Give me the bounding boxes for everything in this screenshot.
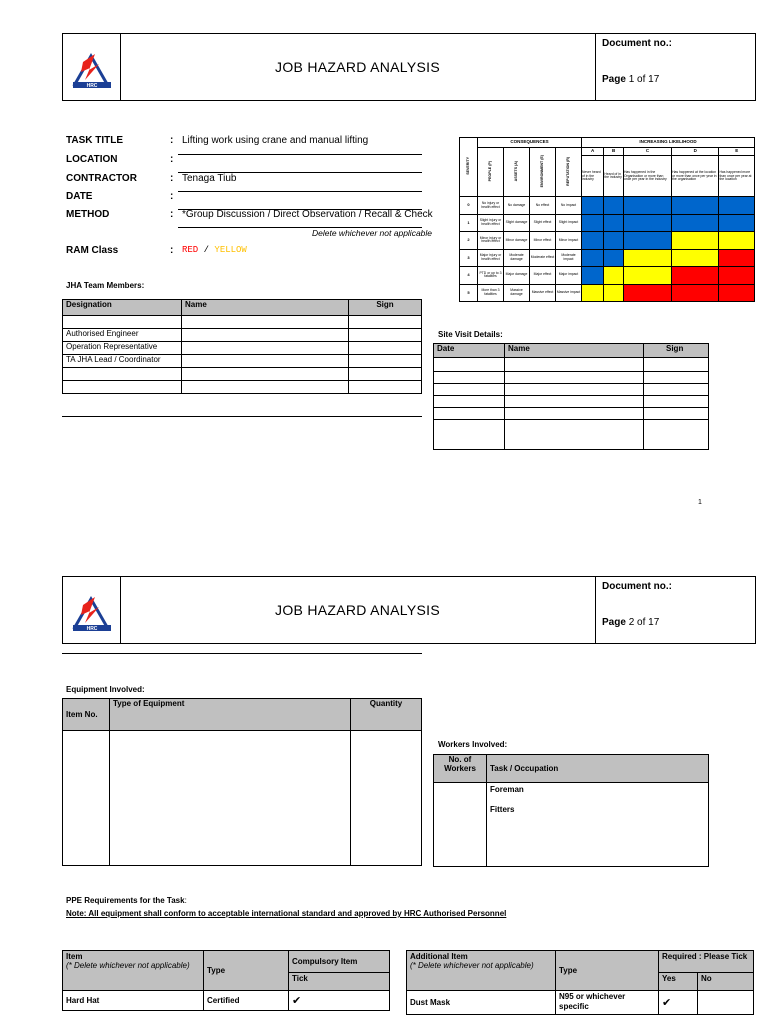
ram-cell-sev: 2 xyxy=(460,232,478,249)
designation-cell: Authorised Engineer xyxy=(63,329,182,342)
ram-risk-cell xyxy=(604,232,624,249)
occupation-fitters: Fitters xyxy=(490,805,515,814)
page1-header xyxy=(62,33,756,101)
ppe-yes-header: Yes xyxy=(659,973,698,991)
jha-team-table xyxy=(62,299,422,394)
ram-cell-a: Slight damage xyxy=(504,214,530,231)
field-label: LOCATION xyxy=(66,154,118,165)
table-row xyxy=(63,329,422,342)
ram-matrix xyxy=(459,137,755,302)
ram-cell-a: No damage xyxy=(504,197,530,214)
document-number-cell xyxy=(597,577,755,643)
ram-risk-cell xyxy=(672,232,719,249)
table-row xyxy=(63,355,422,368)
sign-cell[interactable] xyxy=(349,368,422,381)
sign-cell[interactable] xyxy=(349,355,422,368)
ram-risk-cell xyxy=(604,214,624,231)
ram-cell-r: Major impact xyxy=(556,267,582,284)
ram-cell-p: No injury or health effect xyxy=(478,197,504,214)
field-label: CONTRACTOR xyxy=(66,173,137,184)
workers-count-cell[interactable] xyxy=(434,783,487,867)
designation-cell xyxy=(63,368,182,381)
ppe-tick-header: Tick xyxy=(289,973,390,991)
ppe-yes-checkbox[interactable]: ✔ xyxy=(659,991,698,1015)
ppe-type-certified: Certified xyxy=(204,991,289,1011)
field-underline xyxy=(178,191,422,192)
ram-cell-sev: 3 xyxy=(460,249,478,266)
name-cell[interactable] xyxy=(182,316,349,329)
ram-risk-cell xyxy=(719,267,755,284)
equipment-cell[interactable] xyxy=(110,731,351,866)
ram-likelihood-letter: A xyxy=(582,148,604,156)
ram-cell-r: Slight impact xyxy=(556,214,582,231)
field-value[interactable]: Lifting work using crane and manual lifting xyxy=(182,135,369,146)
ram-cell-e: Major effect xyxy=(530,267,556,284)
designation-cell xyxy=(63,381,182,394)
field-label: TASK TITLE xyxy=(66,135,124,146)
col-sign: Sign xyxy=(644,344,709,358)
ram-cell-sev: 4 xyxy=(460,267,478,284)
name-cell[interactable] xyxy=(182,329,349,342)
ram-likelihood-letter: E xyxy=(719,148,755,156)
designation-cell: Operation Representative xyxy=(63,342,182,355)
ram-risk-cell xyxy=(719,249,755,266)
ram-cell-e: Moderate effect xyxy=(530,249,556,266)
ram-cell-a: Moderate damage xyxy=(504,249,530,266)
ram-cell-e: Massive effect xyxy=(530,284,556,301)
ram-header-row xyxy=(460,138,755,148)
name-cell[interactable] xyxy=(505,420,644,450)
ppe-item-hardhat: Hard Hat xyxy=(63,991,204,1011)
ppe-no-header: No xyxy=(698,973,754,991)
ram-header-row xyxy=(460,148,755,156)
divider-line xyxy=(62,416,422,417)
ram-risk-cell xyxy=(604,249,624,266)
table-row xyxy=(434,408,709,420)
hrc-logo-icon xyxy=(63,34,120,100)
document-number-label: Document no.: xyxy=(602,581,672,592)
svg-text:HRC: HRC xyxy=(86,83,98,89)
ram-col-head: ASSETS (A) xyxy=(513,161,518,182)
name-cell[interactable] xyxy=(505,358,644,372)
page-title: JOB HAZARD ANALYSIS xyxy=(120,34,596,100)
ppe-type-header: Type xyxy=(556,951,659,991)
ram-risk-cell xyxy=(582,214,604,231)
ram-col-header xyxy=(504,148,530,197)
hrc-logo xyxy=(63,34,121,100)
sign-cell[interactable] xyxy=(644,372,709,384)
ram-cell-r: No impact xyxy=(556,197,582,214)
ram-cell-e: No effect xyxy=(530,197,556,214)
equipment-cell[interactable] xyxy=(351,731,422,866)
designation-cell xyxy=(63,316,182,329)
ram-cell-a: Major damage xyxy=(504,267,530,284)
col-date: Date xyxy=(434,344,505,358)
ram-row xyxy=(460,249,755,266)
page-indicator: Page 1 of 17 xyxy=(602,74,660,85)
table-row xyxy=(434,420,709,450)
ram-risk-cell xyxy=(623,214,671,231)
occupation-cell xyxy=(487,783,709,867)
table-row xyxy=(434,372,709,384)
col-type-equipment: Type of Equipment xyxy=(110,699,351,731)
ram-risk-cell xyxy=(623,267,671,284)
ppe-tick-checkbox[interactable]: ✔ xyxy=(289,991,390,1011)
field-value[interactable]: Tenaga Tiub xyxy=(182,173,237,184)
sign-cell[interactable] xyxy=(644,420,709,450)
ppe-item-dustmask: Dust Mask xyxy=(407,991,556,1015)
ram-cell-r: Massive impact xyxy=(556,284,582,301)
ppe-no-checkbox[interactable] xyxy=(698,991,754,1015)
page-number: 1 xyxy=(698,499,702,506)
ram-risk-cell xyxy=(582,267,604,284)
workers-table xyxy=(433,754,709,867)
ram-risk-cell xyxy=(672,197,719,214)
ppe-compulsory-header: Compulsory Item xyxy=(289,951,390,973)
col-name: Name xyxy=(182,300,349,316)
ram-likelihood-desc: Heard of in the industry xyxy=(604,156,624,197)
table-row xyxy=(63,342,422,355)
table-row xyxy=(434,396,709,408)
field-value[interactable]: *Group Discussion / Direct Observation / Recall & Check xyxy=(182,209,433,220)
equipment-cell[interactable] xyxy=(63,731,110,866)
site-visit-title: Site Visit Details: xyxy=(438,330,503,339)
ppe-type-header: Type xyxy=(204,951,289,991)
ram-col-head: PEOPLE (P) xyxy=(487,161,492,182)
ram-row xyxy=(460,232,755,249)
workers-title: Workers Involved: xyxy=(438,740,508,749)
ram-risk-cell xyxy=(582,249,604,266)
ppe-additional-item-header: Additional Item (* Delete whichever not applicable) xyxy=(407,951,556,991)
delete-note: Delete whichever not applicable xyxy=(312,228,433,238)
name-cell[interactable] xyxy=(505,372,644,384)
table-row xyxy=(434,358,709,372)
ppe-type-n95: N95 or whichever specific xyxy=(556,991,659,1015)
ram-consequences-header: CONSEQUENCES xyxy=(478,138,582,148)
hrc-logo-icon xyxy=(63,577,120,643)
name-cell[interactable] xyxy=(182,381,349,394)
ram-risk-cell xyxy=(672,214,719,231)
date-cell[interactable] xyxy=(434,372,505,384)
col-designation: Designation xyxy=(63,300,182,316)
ram-red: RED xyxy=(182,245,199,255)
table-row xyxy=(434,384,709,396)
sign-cell[interactable] xyxy=(349,316,422,329)
ram-risk-cell xyxy=(582,284,604,301)
name-cell[interactable] xyxy=(505,408,644,420)
field-label: METHOD xyxy=(66,209,110,220)
ram-cell-r: Minor impact xyxy=(556,232,582,249)
ram-risk-cell xyxy=(672,249,719,266)
ram-risk-cell xyxy=(719,232,755,249)
ram-cell-p: More than 3 fatalities xyxy=(478,284,504,301)
sign-cell[interactable] xyxy=(349,381,422,394)
ram-cell-e: Minor effect xyxy=(530,232,556,249)
ram-risk-cell xyxy=(672,284,719,301)
ppe-additional-table xyxy=(406,950,754,1015)
ram-col-head: REPUTATION (R) xyxy=(565,157,570,186)
divider-line xyxy=(62,653,422,654)
sign-cell[interactable] xyxy=(644,384,709,396)
col-no-workers: No. of Workers xyxy=(434,755,487,783)
ppe-compulsory-table xyxy=(62,950,390,1011)
ram-row xyxy=(460,214,755,231)
ram-risk-cell xyxy=(623,249,671,266)
document-number-label: Document no.: xyxy=(602,38,672,49)
ram-yellow: YELLOW xyxy=(214,245,247,255)
name-cell[interactable] xyxy=(505,384,644,396)
table-row xyxy=(63,368,422,381)
equipment-title: Equipment Involved: xyxy=(66,685,145,694)
ram-cell-a: Minor damage xyxy=(504,232,530,249)
ram-cell-sev: 5 xyxy=(460,284,478,301)
ram-cell-sev: 1 xyxy=(460,214,478,231)
svg-text:HRC: HRC xyxy=(86,626,98,632)
field-label: DATE xyxy=(66,191,93,202)
ram-risk-cell xyxy=(719,197,755,214)
page-title: JOB HAZARD ANALYSIS xyxy=(120,577,596,643)
ram-likelihood-desc: Never heard of in the industry xyxy=(582,156,604,197)
date-cell[interactable] xyxy=(434,358,505,372)
ram-risk-cell xyxy=(604,267,624,284)
ram-risk-cell xyxy=(604,284,624,301)
ram-col-header xyxy=(478,148,504,197)
ram-cell-p: Slight injury or health effect xyxy=(478,214,504,231)
date-cell[interactable] xyxy=(434,384,505,396)
ram-risk-cell xyxy=(604,197,624,214)
ram-likelihood-desc: Has happened at the location or more than once per year in the organisation xyxy=(672,156,719,197)
sign-cell[interactable] xyxy=(349,342,422,355)
col-quantity: Quantity xyxy=(351,699,422,731)
hrc-logo xyxy=(63,577,121,643)
ram-col-head: SEVERITY xyxy=(465,157,470,176)
ram-likelihood-letter: D xyxy=(672,148,719,156)
ram-cell-p: PTD or up to 3 fatalities xyxy=(478,267,504,284)
ppe-item-header: Item (* Delete whichever not applicable) xyxy=(63,951,204,991)
ram-class-label: RAM Class xyxy=(66,245,119,256)
ram-cell-a: Massive damage xyxy=(504,284,530,301)
sign-cell[interactable] xyxy=(644,408,709,420)
ram-risk-cell xyxy=(582,197,604,214)
ram-likelihood-letter: B xyxy=(604,148,624,156)
ram-risk-cell xyxy=(719,284,755,301)
col-item-no: Item No. xyxy=(63,699,110,731)
sign-cell[interactable] xyxy=(644,396,709,408)
name-cell[interactable] xyxy=(182,368,349,381)
col-sign: Sign xyxy=(349,300,422,316)
ppe-required-header: Required : Please Tick xyxy=(659,951,754,973)
ram-class-value: RED / YELLOW xyxy=(182,245,247,255)
ram-col-header xyxy=(530,148,556,197)
field-underline xyxy=(178,154,422,155)
sign-cell[interactable] xyxy=(349,329,422,342)
ram-cell-e: Slight effect xyxy=(530,214,556,231)
ram-likelihood-desc: Has happened more than once per year at the location xyxy=(719,156,755,197)
ram-row xyxy=(460,284,755,301)
ram-risk-cell xyxy=(623,197,671,214)
ppe-title: PPE Requirements for the Task: xyxy=(66,896,187,905)
ram-likelihood-letter: C xyxy=(623,148,671,156)
date-cell[interactable] xyxy=(434,396,505,408)
ram-row xyxy=(460,267,755,284)
ram-cell-p: Minor injury or health effect xyxy=(478,232,504,249)
document-number-cell xyxy=(597,34,755,100)
ram-likelihood-desc: Has happened in the Organisation or more than once per year in the industry xyxy=(623,156,671,197)
ram-likelihood-header: INCREASING LIKELIHOOD xyxy=(582,138,755,148)
designation-cell: TA JHA Lead / Coordinator xyxy=(63,355,182,368)
ppe-note: Note: All equipment shall conform to acceptable international standard and approved by HRC Authorised Personnel xyxy=(66,909,507,918)
sign-cell[interactable] xyxy=(644,358,709,372)
equipment-table xyxy=(62,698,422,866)
date-cell[interactable] xyxy=(434,420,505,450)
ram-col-head: ENVIRONMENT (E) xyxy=(539,155,544,188)
ram-risk-cell xyxy=(719,214,755,231)
ram-cell-r: Moderate impact xyxy=(556,249,582,266)
col-name: Name xyxy=(505,344,644,358)
name-cell[interactable] xyxy=(505,396,644,408)
ram-cell-p: Major injury or health effect xyxy=(478,249,504,266)
table-row xyxy=(63,316,422,329)
ram-severity-header xyxy=(460,138,478,197)
name-cell[interactable] xyxy=(182,342,349,355)
name-cell[interactable] xyxy=(182,355,349,368)
page2-header xyxy=(62,576,756,644)
ram-cell-sev: 0 xyxy=(460,197,478,214)
col-task-occupation: Task / Occupation xyxy=(487,755,709,783)
jha-team-title: JHA Team Members: xyxy=(66,281,145,290)
site-visit-table xyxy=(433,343,709,450)
ram-risk-cell xyxy=(672,267,719,284)
ram-col-header xyxy=(556,148,582,197)
table-row xyxy=(63,381,422,394)
ram-row xyxy=(460,197,755,214)
ram-risk-cell xyxy=(623,284,671,301)
ram-risk-cell xyxy=(582,232,604,249)
date-cell[interactable] xyxy=(434,408,505,420)
page-indicator: Page 2 of 17 xyxy=(602,617,660,628)
occupation-foreman: Foreman xyxy=(490,785,524,794)
ram-risk-cell xyxy=(623,232,671,249)
